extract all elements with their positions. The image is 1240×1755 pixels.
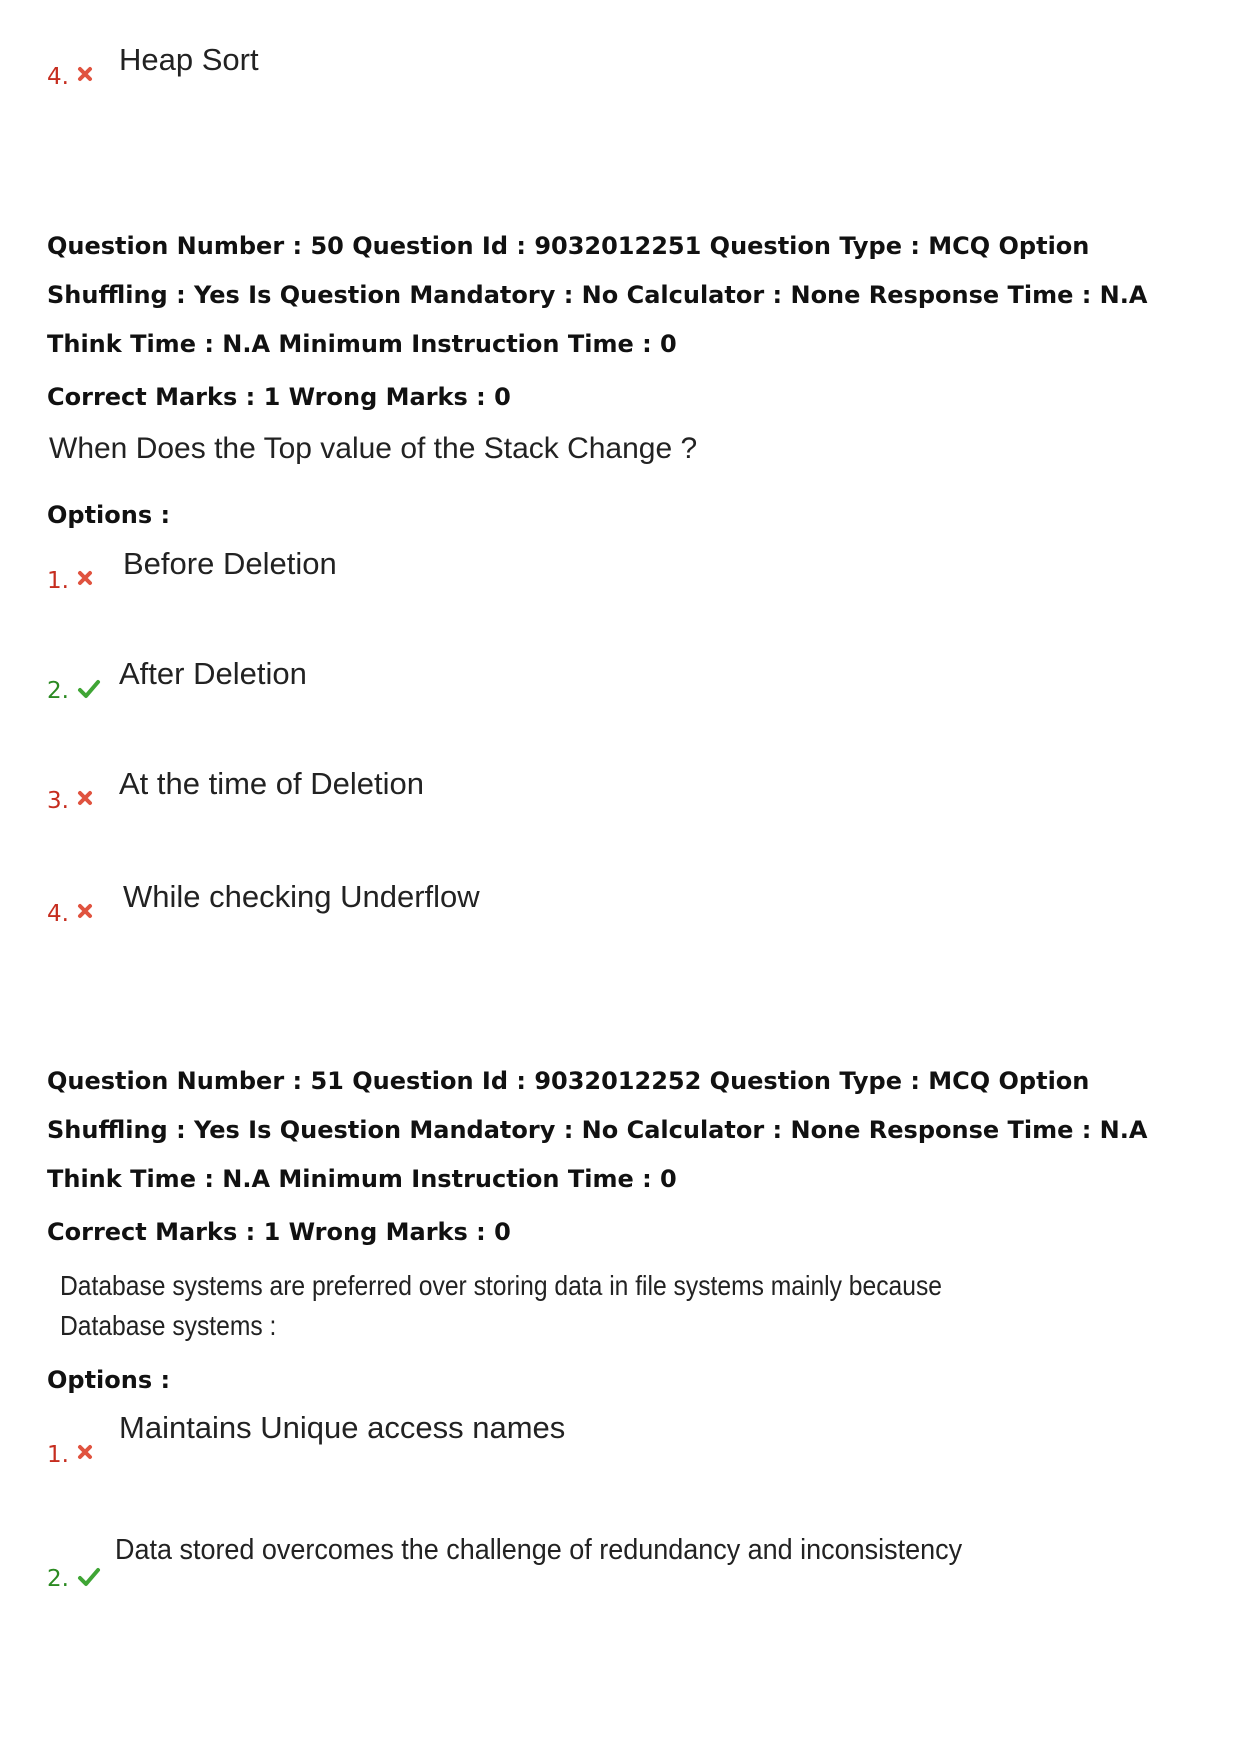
option-text: Data stored overcomes the challenge of redundancy and inconsistency [115,1534,963,1566]
options-label: Options : [47,501,171,529]
option-number: 1. [47,568,69,594]
check-icon [77,678,99,700]
option-text: While checking Underflow [123,879,480,914]
question-meta: Question Number : 51 Question Id : 9032012252 Question Type : MCQ Option Shuffling : Yes Is Question Mandatory : No Calculator : None Response Time : N.A Think Time : N.A Minimum Instruction Time : 0 [47,1067,1148,1193]
question-marks: Correct Marks : 1 Wrong Marks : 0 [47,1218,511,1246]
question-text: When Does the Top value of the Stack Change ? [49,432,698,465]
option-number: 4. [47,64,69,90]
option-row [47,656,307,704]
option-text: Maintains Unique access names [119,1410,566,1445]
option-text: After Deletion [119,656,307,691]
cross-icon [77,66,99,88]
option-number: 1. [47,1442,69,1468]
question-text [60,1266,942,1346]
cross-icon [77,570,99,592]
option-text: Heap Sort [119,42,259,77]
question-meta: Question Number : 50 Question Id : 9032012251 Question Type : MCQ Option Shuffling : Yes Is Question Mandatory : No Calculator : None Response Time : N.A Think Time : N.A Minimum Instruction Time : 0 [47,232,1148,358]
option-number: 2. [47,1566,69,1592]
check-icon [77,1566,99,1588]
option-number: 4. [47,901,69,927]
option-number: 2. [47,678,69,704]
option-row [47,766,424,814]
option-number: 3. [47,788,69,814]
option-row [47,879,480,927]
option-row [47,42,259,90]
cross-icon [77,790,99,812]
option-row [47,1534,1030,1592]
option-row [47,1410,565,1468]
question-text-line: Database systems : [60,1310,277,1341]
cross-icon [77,1444,99,1466]
option-row [47,546,337,594]
question-text-line: Database systems are preferred over storing data in file systems mainly because [60,1270,942,1301]
options-label: Options : [47,1366,171,1394]
cross-icon [77,903,99,925]
option-text: At the time of Deletion [119,766,424,801]
option-text: Before Deletion [123,546,337,581]
question-marks: Correct Marks : 1 Wrong Marks : 0 [47,383,511,411]
